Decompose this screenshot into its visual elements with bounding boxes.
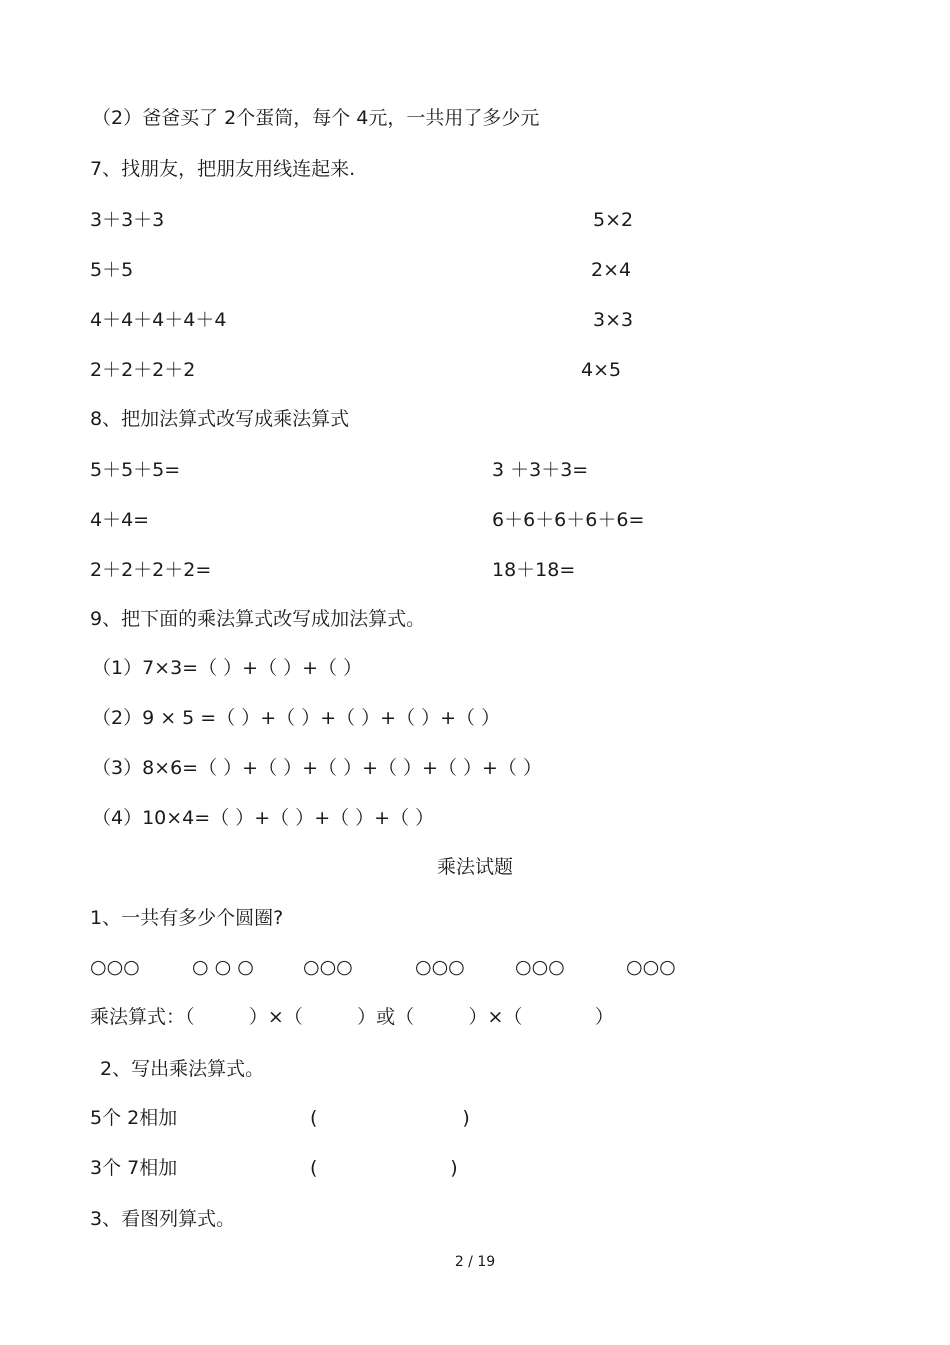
q7-left-3: 4＋4＋4＋4＋4 xyxy=(90,309,227,331)
q9-item-3: （3）8×6=（ ）+（ ）+（ ）+（ ）+（ ）+（ ） xyxy=(92,757,542,779)
s2-q2-item-1-label: 5个 2相加 xyxy=(90,1107,178,1129)
s2-q2-heading: 2、写出乘法算式。 xyxy=(100,1058,265,1080)
s2-q2-item-2-blank: ( ) xyxy=(310,1157,458,1179)
q8-left-2: 4＋4= xyxy=(90,509,150,531)
q8-right-3: 18＋18= xyxy=(492,559,576,581)
q8-right-1: 3 ＋3＋3= xyxy=(492,459,589,481)
circle-group-6: ○○○ xyxy=(626,956,676,978)
q6-part2: （2）爸爸买了 2个蛋筒，每个 4元，一共用了多少元 xyxy=(92,107,540,129)
q7-right-1: 5×2 xyxy=(593,209,634,231)
q9-item-4: （4）10×4=（ ）+（ ）+（ ）+（ ） xyxy=(92,807,435,829)
s2-q3-heading: 3、看图列算式。 xyxy=(90,1208,236,1230)
q8-heading: 8、把加法算式改写成乘法算式 xyxy=(90,408,350,430)
q7-left-2: 5＋5 xyxy=(90,259,134,281)
q8-left-3: 2＋2＋2＋2= xyxy=(90,559,212,581)
page-number: 2 / 19 xyxy=(454,1254,496,1270)
s2-q2-item-2-label: 3个 7相加 xyxy=(90,1157,178,1179)
q7-right-4: 4×5 xyxy=(581,359,622,381)
q7-right-2: 2×4 xyxy=(591,259,632,281)
q8-right-2: 6＋6＋6＋6＋6= xyxy=(492,509,645,531)
s2-q2-item-1-blank: ( ) xyxy=(310,1107,470,1129)
q8-left-1: 5＋5＋5= xyxy=(90,459,181,481)
q7-right-3: 3×3 xyxy=(593,309,634,331)
circle-group-2: ○ ○ ○ xyxy=(192,956,254,978)
section-title: 乘法试题 xyxy=(436,856,513,878)
circle-group-5: ○○○ xyxy=(515,956,565,978)
q9-heading: 9、把下面的乘法算式改写成加法算式。 xyxy=(90,608,426,630)
q9-item-1: （1）7×3=（ ）+（ ）+（ ） xyxy=(92,657,363,679)
s2-q1-formula: 乘法算式：（ ）×（ ）或（ ）×（ ） xyxy=(90,1006,614,1028)
s2-q1-heading: 1、一共有多少个圆圈? xyxy=(90,907,284,929)
q9-item-2: （2）9 × 5 =（ ）+（ ）+（ ）+（ ）+（ ） xyxy=(92,707,501,729)
q7-left-4: 2＋2＋2＋2 xyxy=(90,359,196,381)
q7-heading: 7、找朋友，把朋友用线连起来. xyxy=(90,158,356,180)
circle-group-3: ○○○ xyxy=(303,956,353,978)
circle-group-4: ○○○ xyxy=(415,956,465,978)
circle-group-1: ○○○ xyxy=(90,956,140,978)
q7-left-1: 3＋3＋3 xyxy=(90,209,165,231)
